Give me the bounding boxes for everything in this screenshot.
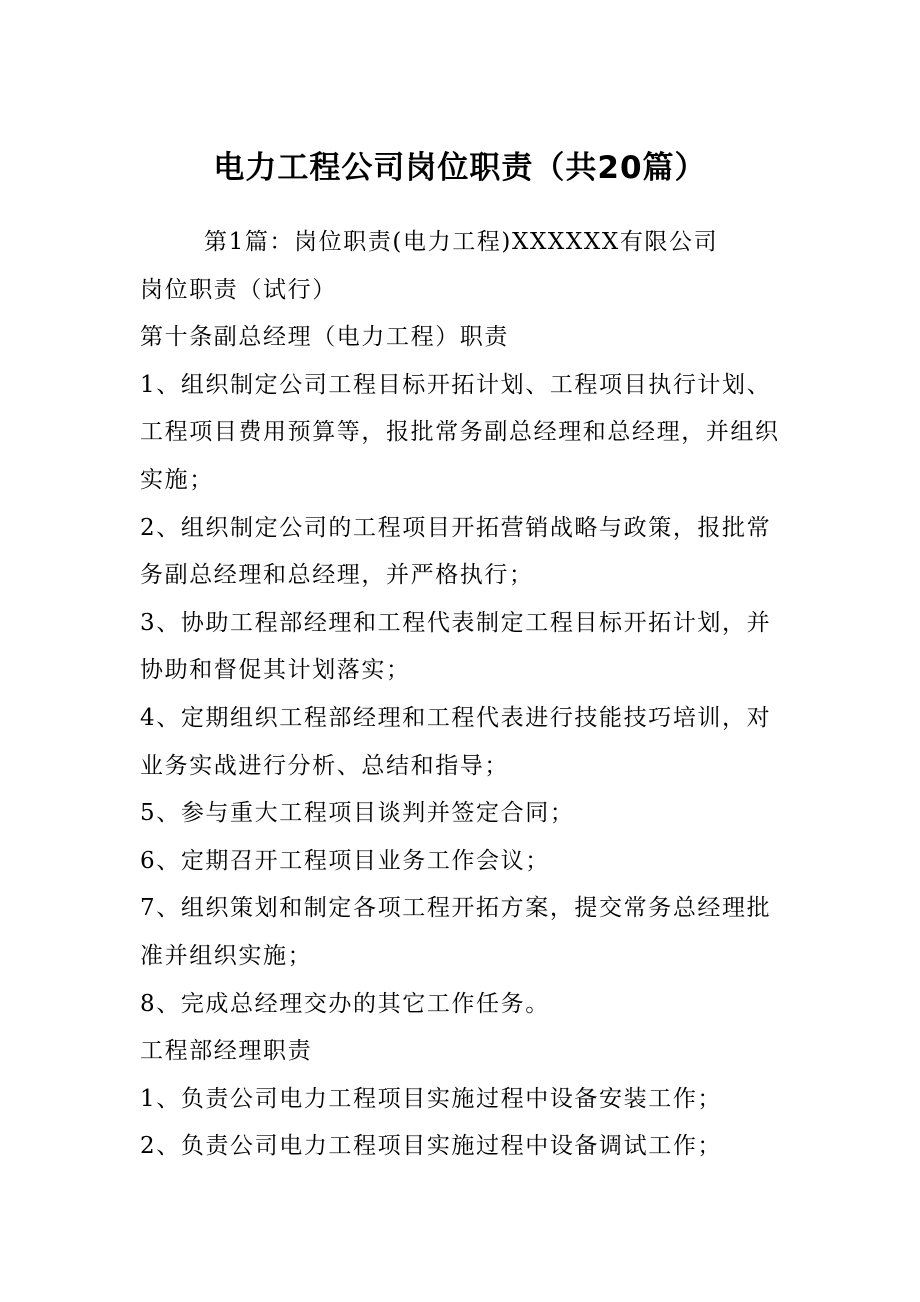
- chapter-heading: 第1篇：岗位职责(电力工程)XXXXXX有限公司: [204, 229, 719, 255]
- paragraph-line: 6、定期召开工程项目业务工作会议；: [140, 847, 550, 874]
- paragraph-line: 业务实战进行分析、总结和指导；: [140, 752, 509, 779]
- paragraph-line: 1、负责公司电力工程项目实施过程中设备安装工作；: [140, 1085, 723, 1112]
- paragraph-line: 7、组织策划和制定各项工程开拓方案，提交常务总经理批: [140, 895, 772, 922]
- paragraph-line: 8、完成总经理交办的其它工作任务。: [140, 990, 550, 1017]
- paragraph-line: 协助和督促其计划落实；: [140, 657, 411, 684]
- section-heading: 工程部经理职责: [140, 1038, 313, 1065]
- paragraph-line: 2、组织制定公司的工程项目开拓营销战略与政策，报批常: [140, 514, 772, 541]
- section-heading: 第十条副总经理（电力工程）职责: [140, 324, 509, 351]
- paragraph-line: 实施；: [140, 466, 214, 493]
- paragraph-line: 2、负责公司电力工程项目实施过程中设备调试工作；: [140, 1133, 723, 1160]
- section-heading: 岗位职责（试行）: [140, 276, 337, 303]
- paragraph-line: 1、组织制定公司工程目标开拓计划、工程项目执行计划、: [140, 371, 772, 398]
- paragraph-line: 5、参与重大工程项目谈判并签定合同；: [140, 800, 575, 827]
- paragraph-line: 务副总经理和总经理，并严格执行；: [140, 562, 534, 589]
- paragraph-line: 3、协助工程部经理和工程代表制定工程目标开拓计划，并: [140, 609, 772, 636]
- document-title: 电力工程公司岗位职责（共20篇）: [213, 150, 707, 186]
- paragraph-line: 工程项目费用预算等，报批常务副总经理和总经理，并组织: [140, 419, 780, 446]
- paragraph-line: 准并组织实施；: [140, 942, 313, 969]
- paragraph-line: 4、定期组织工程部经理和工程代表进行技能技巧培训，对: [140, 704, 772, 731]
- document-body: [140, 219, 790, 1171]
